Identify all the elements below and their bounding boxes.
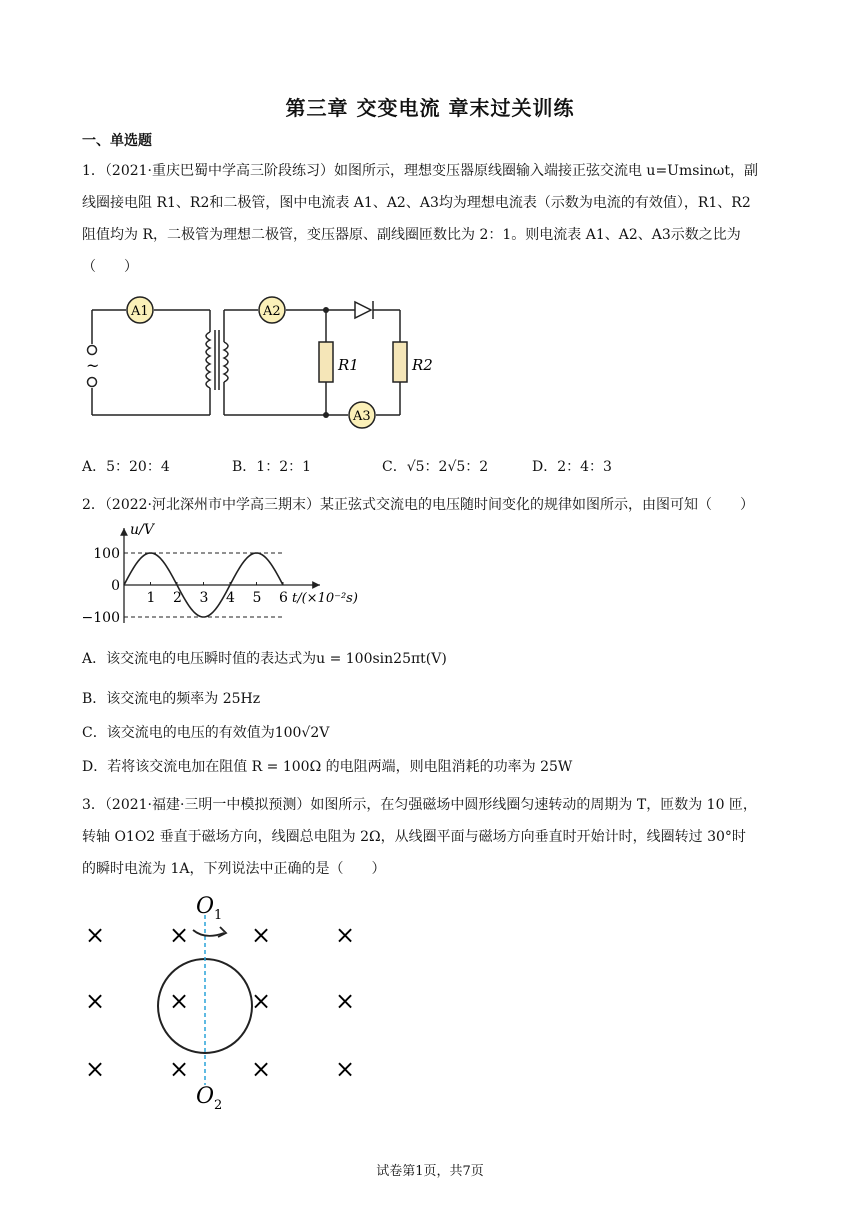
q1-line2: 线圈接电阻 R1、R2和二极管，图中电流表 A1、A2、A3均为理想电流表（示数为电流的有效值），R1、R2 (82, 195, 751, 211)
q1-option-d[interactable]: D．2：4：3 (532, 459, 612, 475)
svg-text:A2: A2 (263, 304, 281, 319)
x-tick-label: 5 (252, 590, 262, 606)
data-point (216, 607, 217, 608)
q1-line1: 1．（2021·重庆巴蜀中学高三阶段练习）如图所示，理想变压器原线圈输入端接正弦交流电 u=Umsinωt，副 (82, 163, 758, 179)
data-point (163, 562, 164, 563)
ammeter-a3 (349, 402, 375, 428)
resistor-r2 (393, 342, 407, 382)
page-title: 第三章 交变电流 章末过关训练 (285, 96, 575, 120)
q1-option-a[interactable]: A．5：20：4 (82, 459, 170, 475)
svg-text:A1: A1 (131, 304, 149, 319)
q3-line2: 转轴 O1O2 垂直于磁场方向，线圈总电阻为 2Ω，从线圈平面与磁场方向垂直时开始计时，线圈转过 30°时 (82, 829, 746, 845)
field-cross-icon: × (169, 1055, 190, 1083)
field-cross-icon: × (251, 921, 272, 949)
diode-icon (355, 301, 373, 319)
field-cross-icon: × (335, 921, 356, 949)
q1-option-c[interactable]: C．√5：2√5：2 (382, 459, 489, 475)
field-cross-icon: × (85, 987, 106, 1015)
y-tick-label: 0 (111, 578, 120, 594)
svg-text:A3: A3 (353, 409, 371, 424)
data-point (256, 553, 257, 554)
data-point (137, 562, 138, 563)
transformer-circuit-diagram (80, 290, 440, 430)
x-tick-label: 6 (279, 590, 288, 606)
ac-source-symbol: ~ (86, 356, 100, 375)
ammeter-a2 (259, 297, 285, 323)
q1-line4: （ ） (82, 259, 138, 275)
x-axis-label: t/(×10⁻²s) (292, 591, 358, 606)
field-cross-icon: × (169, 921, 190, 949)
ammeter-a1 (127, 297, 153, 323)
y-axis-label: u/V (130, 522, 154, 538)
data-point (243, 562, 244, 563)
field-cross-icon: × (85, 921, 106, 949)
field-cross-icon: × (335, 1055, 356, 1083)
data-point (203, 617, 204, 618)
q2-option-c[interactable]: C．该交流电的电压的有效值为100√2V (82, 725, 330, 741)
x-tick-label: 4 (226, 590, 235, 606)
q1-option-b[interactable]: B．1：2：1 (232, 459, 312, 475)
r1-label: R1 (338, 356, 359, 374)
data-point (150, 553, 151, 554)
q3-line3: 的瞬时电流为 1A，下列说法中正确的是（ ） (82, 861, 386, 877)
field-cross-icon: × (251, 987, 272, 1015)
field-cross-icon: × (169, 987, 190, 1015)
q3-line1: 3．（2021·福建·三明一中模拟预测）如图所示，在匀强磁场中圆形线圈匀速转动的周期为 T，匝数为 10 匝， (82, 797, 757, 813)
voltage-time-chart (80, 518, 380, 633)
q2-option-b[interactable]: B．该交流电的频率为 25Hz (82, 691, 261, 707)
page-footer: 试卷第1页，共7页 (376, 1164, 484, 1179)
rotation-arrow-icon (193, 930, 224, 936)
q1-line3: 阻值均为 R，二极管为理想二极管，变压器原、副线圈匝数比为 2：1。则电流表 A1、A2、A3示数之比为 (82, 227, 741, 243)
x-tick-label: 3 (199, 590, 209, 606)
field-cross-icon: × (335, 987, 356, 1015)
field-cross-icon: × (251, 1055, 272, 1083)
data-point (190, 607, 191, 608)
x-tick-label: 2 (173, 590, 182, 606)
axis-label-top: $O_1$ (196, 894, 223, 923)
q2-option-a[interactable]: A．该交流电的电压瞬时值的表达式为u = 100sin25πt(V) (82, 651, 447, 667)
resistor-r1 (319, 342, 333, 382)
x-tick-label: 1 (146, 590, 156, 606)
y-tick-label: 100 (93, 546, 120, 562)
data-point (269, 562, 270, 563)
terminal-icon (88, 378, 97, 387)
rotating-coil-diagram (76, 885, 376, 1113)
axis-label-bottom: $O_2$ (196, 1084, 223, 1113)
r2-label: R2 (412, 356, 433, 374)
q2-option-d[interactable]: D．若将该交流电加在阻值 R = 100Ω 的电阻两端，则电阻消耗的功率为 25W (82, 759, 573, 775)
data-point (124, 585, 125, 586)
y-tick-label: −100 (81, 610, 120, 626)
section-heading: 一、单选题 (82, 133, 152, 149)
q2-stem: 2．（2022·河北深州市中学高三期末）某正弦式交流电的电压随时间变化的规律如图所示，由图可知（ ） (82, 497, 754, 513)
terminal-icon (88, 346, 97, 355)
field-cross-icon: × (85, 1055, 106, 1083)
